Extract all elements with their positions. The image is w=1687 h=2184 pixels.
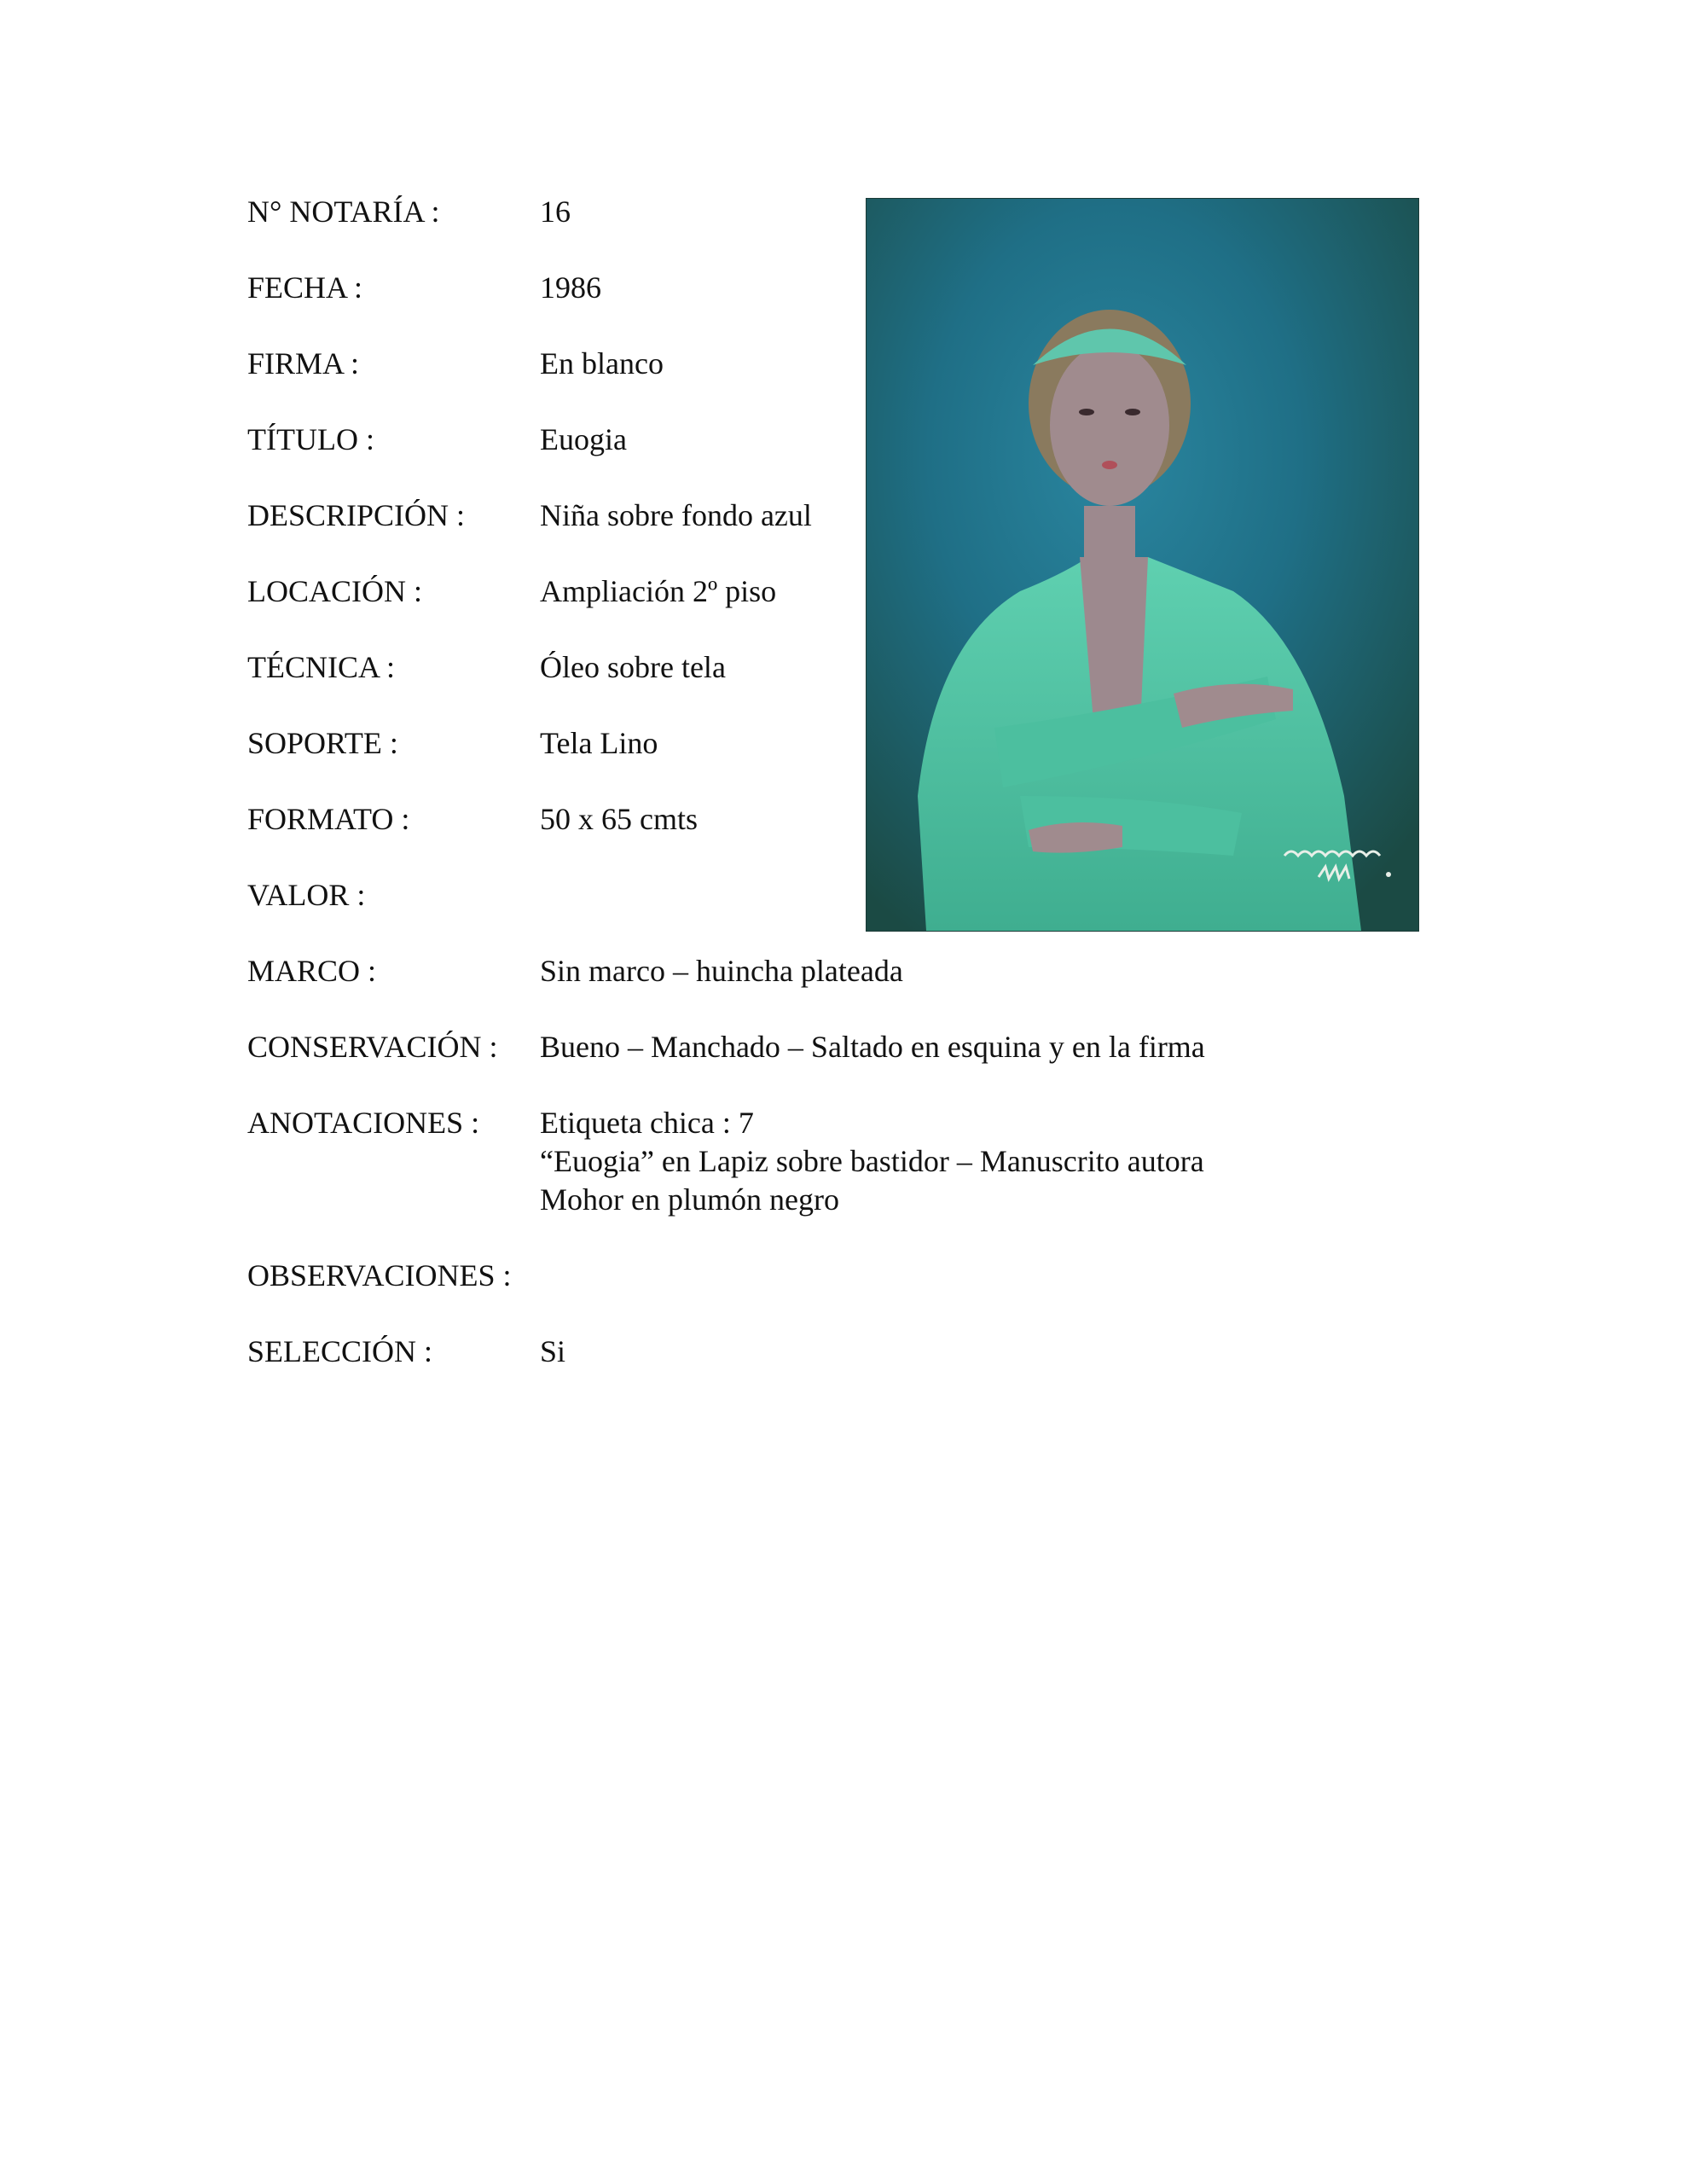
field-label: N° NOTARÍA : — [247, 195, 440, 229]
painting-image — [866, 198, 1419, 932]
field-label: FECHA : — [247, 270, 363, 305]
field-label: SELECCIÓN : — [247, 1334, 433, 1368]
annotation-line: Mohor en plumón negro — [540, 1182, 839, 1217]
field-label: MARCO : — [247, 954, 377, 988]
field-label: SOPORTE : — [247, 726, 398, 760]
painting-girl-blue-background — [867, 199, 1418, 931]
field-value: Tela Lino — [540, 726, 658, 760]
painting-hand-lower — [1029, 822, 1122, 853]
field-row-observaciones — [247, 1257, 1510, 1295]
field-value: 50 x 65 cmts — [540, 802, 698, 836]
field-value: Niña sobre fondo azul — [540, 498, 812, 532]
painting-face — [1050, 344, 1169, 506]
annotation-line: “Euogia” en Lapiz sobre bastidor – Manuscrito autora — [540, 1144, 1204, 1178]
field-row-marco — [247, 952, 1510, 990]
field-value: Si — [540, 1334, 566, 1368]
painting-eye-right — [1125, 409, 1140, 415]
field-label: FORMATO : — [247, 802, 410, 836]
painting-eye-left — [1079, 409, 1094, 415]
field-row-seleccion — [247, 1333, 1510, 1371]
field-value — [540, 1104, 1510, 1219]
field-label: TÍTULO : — [247, 422, 374, 456]
field-value: Bueno – Manchado – Saltado en esquina y en la firma — [540, 1030, 1205, 1064]
field-value: 16 — [540, 195, 571, 229]
annotation-line: Etiqueta chica : 7 — [540, 1106, 754, 1140]
painting-mouth — [1102, 461, 1117, 469]
field-label: CONSERVACIÓN : — [247, 1030, 498, 1064]
field-value: Ampliación 2º piso — [540, 574, 777, 608]
field-label: DESCRIPCIÓN : — [247, 498, 466, 532]
field-label: FIRMA : — [247, 346, 360, 380]
field-row-anotaciones — [247, 1104, 1510, 1219]
field-value: En blanco — [540, 346, 664, 380]
field-value: Sin marco – huincha plateada — [540, 954, 903, 988]
field-label: TÉCNICA : — [247, 650, 396, 684]
field-label: VALOR : — [247, 878, 366, 912]
painting-neck — [1084, 506, 1135, 566]
field-value: Óleo sobre tela — [540, 650, 726, 684]
field-row-conservacion — [247, 1028, 1510, 1066]
field-value: 1986 — [540, 270, 601, 305]
field-label: OBSERVACIONES : — [247, 1258, 512, 1292]
field-label: LOCACIÓN : — [247, 574, 422, 608]
field-value: Euogia — [540, 422, 627, 456]
field-label: ANOTACIONES : — [247, 1106, 480, 1140]
